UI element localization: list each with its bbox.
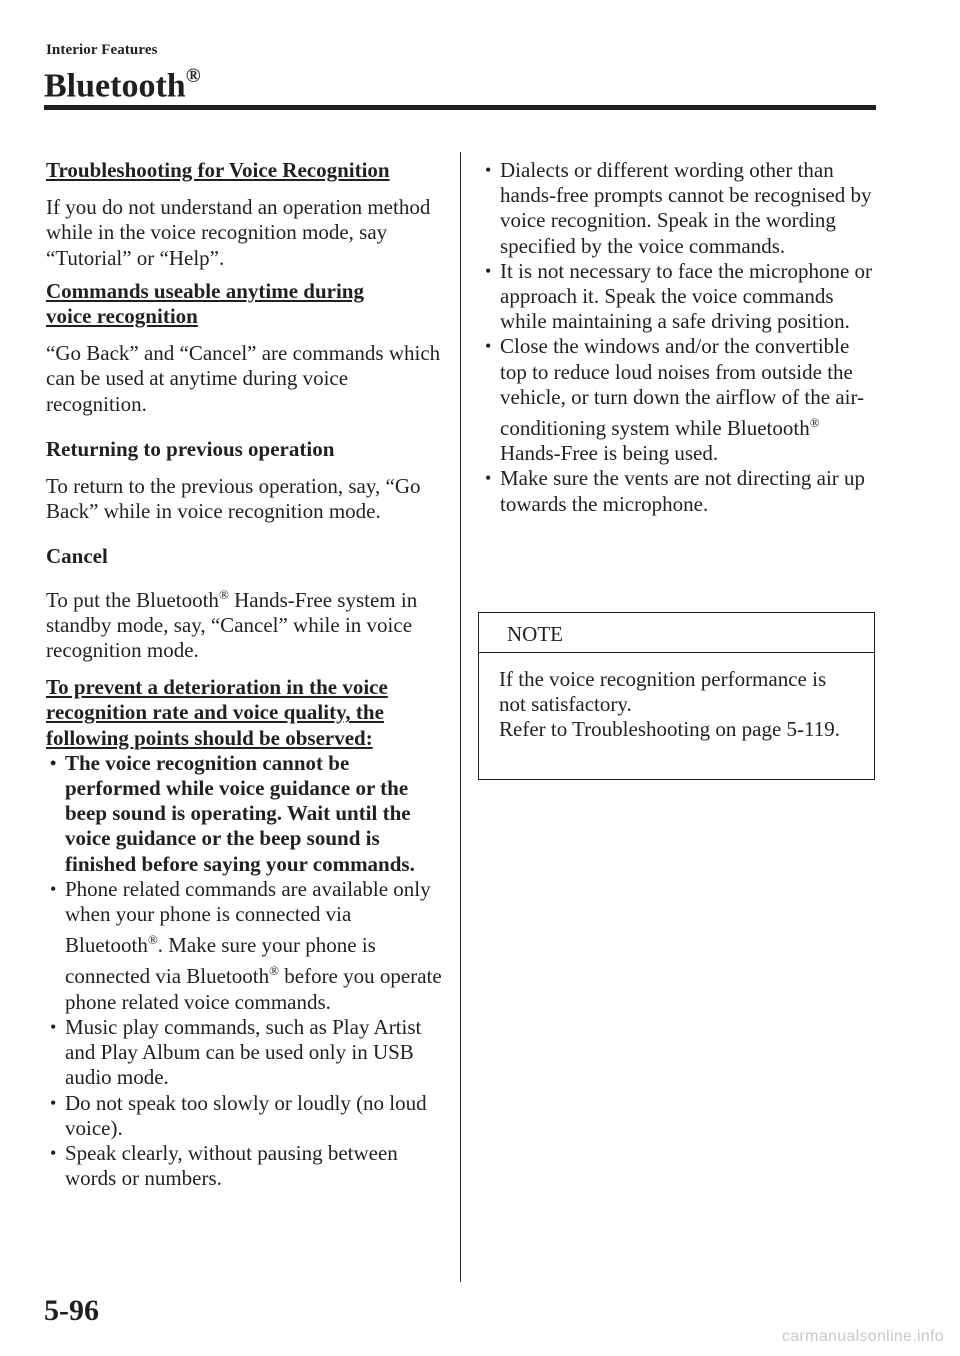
- registered-mark: ®: [147, 932, 158, 948]
- list-item-text: Make sure the vents are not directing air up towards the microphone.: [500, 466, 866, 516]
- prevent-heading-line-3: following points should be observed:: [46, 725, 373, 750]
- note-box: [478, 612, 875, 780]
- return-heading: Returning to previous operation: [46, 436, 335, 461]
- list-item: [46, 1141, 442, 1191]
- registered-mark: ®: [809, 415, 820, 431]
- header-rule: [44, 105, 876, 110]
- list-item-text: Close the windows and/or the convertible top to reduce loud noises from outside the vehicle, or turn down the airflow of the air-conditioning system while Bluetooth: [500, 334, 865, 441]
- bullet-dot: •: [50, 1142, 57, 1163]
- column-divider: [460, 152, 461, 1282]
- prevent-heading-line-2: recognition rate and voice quality, the: [46, 700, 384, 725]
- commands-heading-line-1: Commands useable anytime during: [46, 278, 364, 303]
- note-label: NOTE: [479, 613, 874, 653]
- page-title-text: Bluetooth: [44, 67, 186, 105]
- list-item-text: The voice recognition cannot be performed while voice guidance or the beep sound is operating. Wait until the voice guidance or the beep sound is finished before saying your commands.: [65, 750, 415, 876]
- voice-tips-list: [46, 751, 442, 1191]
- list-item: [481, 259, 876, 335]
- bullet-dot: •: [485, 160, 492, 180]
- section-label: Interior Features: [46, 42, 158, 58]
- cancel-heading: Cancel: [46, 544, 108, 569]
- list-item: [481, 158, 876, 259]
- commands-heading: [46, 279, 442, 329]
- note-line-2: Refer to Troubleshooting on page 5-119.: [499, 717, 841, 741]
- list-item-text: Speak clearly, without pausing between words or numbers.: [65, 1140, 398, 1191]
- list-item: [46, 1015, 442, 1091]
- list-item: [46, 1091, 442, 1141]
- intro-paragraph: If you do not understand an operation method while in the voice recognition mode, say “Tutorial” or “Help”.: [46, 195, 431, 270]
- list-item: [481, 466, 876, 516]
- voice-tips-list-continued: [481, 158, 876, 517]
- registered-mark: ®: [269, 963, 279, 979]
- prevent-heading: [46, 675, 442, 751]
- page-number: 5-96: [44, 1294, 99, 1327]
- commands-heading-line-2: voice recognition: [46, 304, 198, 329]
- list-item-text: Phone related commands are available only when your phone is connected via Bluetooth: [65, 876, 431, 958]
- note-body: [479, 653, 874, 742]
- list-item-text: Do not speak too slowly or loudly (no loud voice).: [65, 1090, 427, 1140]
- bullet-dot: •: [485, 468, 492, 489]
- registered-mark: ®: [185, 65, 201, 87]
- commands-paragraph: “Go Back” and “Cancel” are commands which can be used at anytime during voice recognition.: [46, 341, 441, 416]
- watermark: carmanualsonline.info: [782, 1328, 944, 1345]
- cancel-text-1: To put the Bluetooth: [46, 587, 219, 612]
- list-item-text: Music play commands, such as Play Artist and Play Album can be used only in USB audio mode.: [65, 1014, 422, 1090]
- return-paragraph: To return to the previous operation, say, “Go Back” while in voice recognition mode.: [46, 474, 421, 524]
- cancel-text-2: Hands-Free system in standby mode, say, “Cancel” while in voice recognition mode.: [46, 587, 418, 663]
- list-item: [46, 877, 442, 1015]
- left-column: [46, 158, 442, 1191]
- list-item-text: before you operate phone related voice commands.: [65, 964, 442, 1014]
- list-item-text: Hands-Free is being used.: [500, 441, 719, 466]
- list-item: [46, 751, 442, 877]
- prevent-heading-line-1: To prevent a deterioration in the voice: [46, 675, 388, 700]
- note-line-1: If the voice recognition performance is not satisfactory.: [499, 667, 827, 716]
- bullet-dot: •: [485, 336, 492, 357]
- bullet-dot: •: [50, 752, 57, 773]
- bullet-dot: •: [485, 260, 492, 281]
- cancel-paragraph: [46, 582, 442, 664]
- bullet-dot: •: [50, 878, 57, 899]
- registered-mark: ®: [218, 586, 229, 602]
- list-item-text: . Make sure your phone is connected via Bluetooth: [65, 933, 376, 989]
- list-item-text: It is not necessary to face the microphone or approach it. Speak the voice commands while maintaining a safe driving position.: [500, 258, 873, 334]
- troubleshooting-heading: Troubleshooting for Voice Recognition: [46, 158, 390, 182]
- page-title: [44, 56, 201, 108]
- list-item-text: Dialects or different wording other than hands-free prompts cannot be recognised by voice recognition. Speak in the wording specified by the voice commands.: [500, 158, 872, 258]
- list-item: [481, 334, 876, 466]
- bullet-dot: •: [50, 1092, 57, 1113]
- right-column: [485, 158, 876, 517]
- bullet-dot: •: [50, 1016, 57, 1037]
